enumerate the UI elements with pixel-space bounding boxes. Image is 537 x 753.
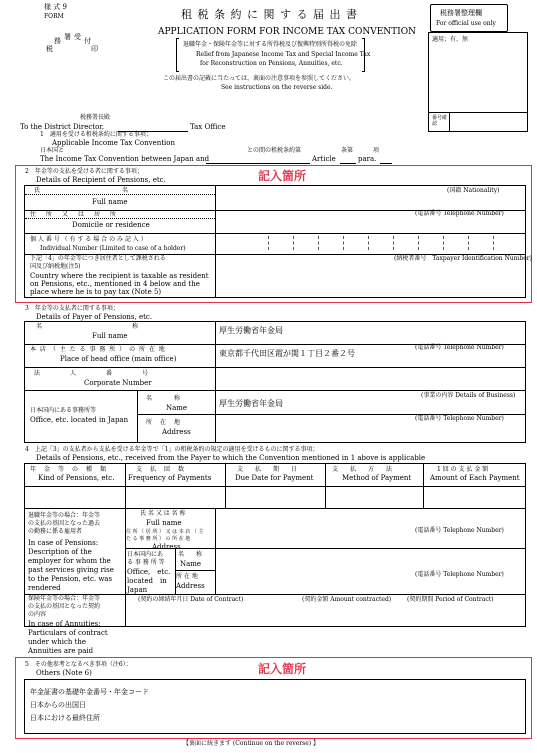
continue-note: 【裏面に続きます (Continue on the reverse) 】 [183, 740, 320, 747]
annuity-jp-2: の支払の基因となった契約 [28, 603, 101, 610]
contract-period-label: (契約期間 Period of Contract) [407, 596, 494, 603]
payer-name-value[interactable]: 厚生労働省年金局 [219, 326, 283, 335]
contract-amount-label: (契約金額 Amount contracted) [302, 596, 392, 603]
payer-phone-label: (電話番号 Telephone Number) [415, 344, 504, 351]
annuity-jp-3: の内容 [28, 611, 47, 618]
section1-heading-en: Applicable Income Tax Convention [52, 139, 176, 147]
subtitle-bracket-right [362, 38, 365, 72]
annuity-en-4: Annuities are paid [28, 647, 94, 655]
employer-phone-label: (電話番号 Telephone Number) [415, 527, 504, 534]
convention-en-c: para. [358, 155, 377, 163]
pension-en-2: Description of the [28, 548, 92, 556]
country-en-3: place where he is to pay tax (Note 5) [30, 288, 162, 296]
stamp-char-1: 税 [46, 45, 53, 53]
country-en-2: on Pensions, etc., mentioned in 4 below and the [30, 280, 200, 288]
stamp-char-2: 務 [54, 37, 61, 45]
applicable-label: 適用；有、無 [432, 36, 469, 43]
payer-office-value[interactable]: 東京都千代田区霞が関１丁目２番２号 [219, 349, 355, 358]
section5-marker: 記入箇所 [258, 662, 307, 676]
pension-jp-3: の勤務に係る雇用者 [28, 528, 83, 535]
section3-heading-jp: 3 年金等の支払者に関する事項； [25, 305, 119, 312]
pension-jp-2: の支払の基因となった過去 [28, 520, 101, 527]
amount-field[interactable] [424, 486, 524, 507]
country-en-1: Country where the recipient is taxable as resident [30, 272, 209, 280]
section5-heading-en: Others (Note 6) [36, 669, 92, 677]
others-box[interactable] [24, 679, 526, 734]
instruction-en: See instructions on the reverse side. [221, 84, 333, 91]
employer-office-jp-1: 日本国内にあ [127, 551, 164, 558]
title-en: APPLICATION FORM FOR INCOME TAX CONVENTION [158, 27, 416, 37]
convention-jp-c: 条第 [341, 147, 354, 154]
pension-en-5: to the Pension, etc. was [28, 575, 113, 583]
form-number-en: FORM [44, 13, 64, 20]
payer-name-jp: 名 称 [36, 323, 141, 330]
col-frequency-jp: 支 払 回 数 [136, 466, 186, 473]
payer-name-en: Full name [92, 332, 128, 340]
convention-en-b: Article [312, 155, 336, 163]
employer-sub-address-en: Address [176, 582, 205, 590]
convention-jp-d: 項 [373, 147, 380, 154]
payer-office-jp: 本 店 （ 主 た る 事 務 所 ） の 所 在 地 [30, 346, 166, 353]
corporate-number-field[interactable] [215, 368, 525, 389]
stamp-char-4: 受 [74, 33, 81, 41]
section2-heading-jp: 2 年金等の支払を受ける者に関する事項； [25, 168, 143, 175]
section5-heading-jp: 5 その他参考となるべき事項（注6）； [25, 661, 132, 668]
pension-en-1: In case of Pensions: [28, 539, 99, 547]
to-director-label: To the District Director, [20, 123, 105, 131]
col-kind-jp: 年 金 等 の 種 類 [30, 466, 108, 473]
method-field[interactable] [326, 486, 423, 507]
payer-sub-name-jp: 名 称 [146, 395, 182, 402]
country-jp-2: 国及び納税地(注5) [30, 263, 81, 270]
chief-label: 税務署長殿 [80, 114, 111, 121]
contract-date-label: (契約の締結年月日 Date of Contract) [138, 596, 244, 603]
tax-office-label: Tax Office [190, 123, 226, 131]
employer-sub-address-jp: 所 在 地 [176, 573, 198, 580]
annuity-en-3: under which the [28, 638, 87, 646]
employer-name-field[interactable] [215, 508, 525, 527]
recipient-name-en: Full name [92, 198, 128, 206]
individual-number-en: Individual Number (Limited to case of a holder) [40, 245, 186, 252]
employer-name-en: Full name [146, 519, 182, 527]
stamp-char-3: 署 [64, 33, 71, 41]
taxpayer-id-label: (納税者番号 Taxpayer Identification Number) [394, 255, 532, 262]
payer-sub-address-en: Address [162, 428, 191, 436]
payer-office-en: Place of head office (main office) [60, 355, 177, 363]
recipient-address-en: Domicile or residence [72, 221, 150, 229]
subtitle-bracket-left [176, 38, 179, 72]
instruction-jp: この届出書の記載に当たっては、裏面の注意事項を参照してください。 [163, 75, 356, 82]
article-line[interactable] [340, 163, 356, 164]
employer-office-jp-2: る 事 務 所 等 [127, 559, 165, 566]
para-line[interactable] [380, 163, 392, 164]
payer-sub-name-en: Name [166, 404, 188, 412]
payer-sub-address-jp: 所 在 地 [146, 419, 182, 426]
payer-sub-name-value[interactable]: 厚生労働省年金局 [219, 399, 283, 408]
col-due-date-en: Due Date for Payment [235, 474, 314, 482]
stamp-char-6: 印 [91, 45, 98, 53]
kind-field[interactable] [25, 486, 124, 507]
official-use-area [428, 32, 528, 132]
official-use-jp: 税務署整理欄 [440, 9, 482, 17]
convention-jp-a: 日本国と [40, 147, 65, 154]
employer-office-en-3: Japan [127, 586, 148, 594]
col-method-en: Method of Payment [342, 474, 412, 482]
col-method-jp: 支 払 方 法 [332, 466, 396, 473]
col-due-date-jp: 支 払 期 日 [237, 466, 301, 473]
pension-en-6: rendered [28, 584, 61, 592]
employer-address-jp-2: た る 事 務 所 ） の 所 在 地 [126, 536, 191, 542]
employer-name-jp: 氏 名 又 は 名 称 [140, 510, 186, 517]
recipient-address-jp: 住 所 又 は 居 所 [30, 211, 119, 218]
payer-japan-office-en: Office, etc. located in Japan [30, 416, 129, 424]
recipient-phone-label: (電話番号 Telephone Number) [415, 210, 504, 217]
form-number-jp: 様 式 9 [44, 3, 67, 11]
pension-en-4: past services giving rise [28, 566, 114, 574]
convention-jp-b: との間の租税条約第 [247, 147, 302, 154]
contract-field[interactable] [126, 606, 525, 626]
others-line-2: 日本からの出国日 [30, 701, 86, 709]
title-jp: 租 税 条 約 に 関 す る 届 出 書 [181, 8, 358, 21]
subtitle-en-1: Relief from Japanese Income Tax and Special Income Tax [196, 51, 371, 58]
section2-heading-en: Details of Recipient of Pensions, etc. [36, 176, 166, 184]
others-line-3: 日本における最終住所 [30, 714, 100, 722]
section1-heading-jp: 1 適用を受ける租税条約に関する事項； [40, 131, 152, 138]
convention-en-a: The Income Tax Convention between Japan and [40, 155, 210, 163]
employer-phone2-label: (電話番号 Telephone Number) [415, 571, 504, 578]
employer-office-en-2: located in [127, 577, 167, 585]
nationality-label: (国籍 Nationality) [447, 187, 500, 194]
country-jp-1: 下記「4」の年金等につき居住者として課税される [30, 255, 166, 262]
annuity-jp-1: 保険年金等の場合：年金等 [28, 595, 101, 602]
payer-japan-office-jp: 日本国内にある事務所等 [30, 407, 97, 414]
payer-phone2-label: (電話番号 Telephone Number) [415, 415, 504, 422]
official-use-box [430, 4, 508, 32]
subtitle-en-2: for Reconstruction on Pensions, Annuities, etc. [200, 60, 343, 67]
recipient-name-jp: 氏 名 [34, 187, 131, 194]
section4-heading-jp: 4 上記「3」の支払者から支払を受ける年金等で「1」の租税条約の規定の適用を受けるものに関する事項； [25, 446, 319, 453]
pension-jp-1: 退職年金等の場合：年金等 [28, 512, 101, 519]
business-details-label: (事業の内容 Details of Business) [421, 392, 516, 399]
official-use-en: For official use only [436, 20, 496, 27]
due-date-field[interactable] [226, 486, 325, 507]
col-kind-en: Kind of Pensions, etc. [38, 474, 115, 482]
employer-sub-name-field[interactable] [215, 548, 525, 569]
number-check-label: 番号確認 [432, 115, 448, 127]
employer-sub-name-jp: 名 称 [178, 551, 203, 558]
annuity-en-1: In case of Annuities: [28, 620, 101, 628]
corporate-number-en: Corporate Number [84, 379, 152, 387]
subtitle-jp: 退職年金・保険年金等に対する所得税及び復興特別所得税の免除 [183, 41, 358, 48]
individual-number-field[interactable] [215, 233, 525, 253]
corporate-number-jp: 法 人 番 号 [34, 370, 152, 377]
pension-en-3: employer for whom the [28, 557, 111, 565]
col-amount-en: Amount of Each Payment [430, 474, 520, 482]
employer-office-en-1: Office, etc. [127, 568, 171, 576]
col-amount-jp: 1 回 の 支 払 金 額 [437, 466, 489, 473]
others-line-1: 年金証書の基礎年金番号・年金コード [30, 688, 149, 696]
tax-office-stamp [44, 34, 100, 64]
individual-number-jp: 個 人 番 号 （ 有 す る 場 合 の み 記 入 ） [30, 236, 147, 243]
annuity-en-2: Particulars of contract [28, 629, 108, 637]
employer-sub-name-en: Name [180, 560, 202, 568]
treaty-country-line[interactable] [206, 163, 310, 164]
frequency-field[interactable] [126, 486, 225, 507]
section3-heading-en: Details of Payer of Pensions, etc. [36, 313, 153, 321]
section2-marker: 記入箇所 [258, 169, 307, 183]
employer-address-en: Address [152, 543, 181, 551]
col-frequency-en: Frequency of Payments [128, 474, 212, 482]
section4-heading-en: Details of Pensions, etc., received from the Payer to which the Convention mentioned in 1 above is applicable [36, 454, 426, 462]
employer-address-jp-1: 住 所 （ 居 所 ） 又 は 本 店 （ 主 [126, 529, 204, 535]
stamp-char-5: 付 [84, 37, 91, 45]
